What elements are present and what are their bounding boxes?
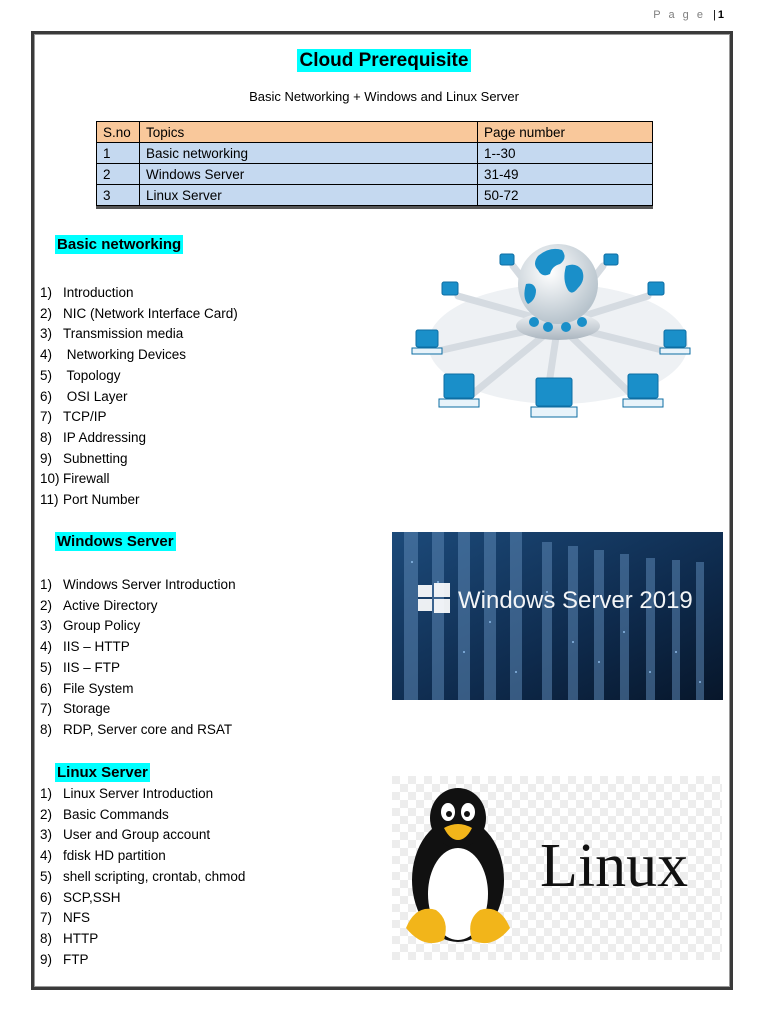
item-text: Topology xyxy=(63,367,121,383)
item-text: TCP/IP xyxy=(63,409,107,425)
item-number: 6) xyxy=(40,388,53,404)
header-page-number: Page number xyxy=(478,122,653,143)
item-text: Linux Server Introduction xyxy=(63,786,214,801)
section-heading-linux xyxy=(55,764,150,781)
item-number: 9) xyxy=(40,450,53,466)
item-number: 1) xyxy=(40,577,53,592)
item-number: 2) xyxy=(40,806,53,822)
item-number: 1) xyxy=(40,285,53,300)
header-topics: Topics xyxy=(140,122,478,143)
list-item xyxy=(40,825,245,846)
item-text: IP Addressing xyxy=(63,429,147,445)
item-text: fdisk HD partition xyxy=(63,848,166,864)
list-item xyxy=(40,867,245,888)
table-row xyxy=(97,164,653,185)
item-text: FTP xyxy=(63,951,89,967)
cell-pages: 31-49 xyxy=(478,164,653,185)
page-number-value: 1 xyxy=(717,9,724,21)
linux-logo-text: Linux xyxy=(540,832,689,900)
item-number: 1) xyxy=(40,786,53,801)
item-text: HTTP xyxy=(63,930,99,946)
item-text: Port Number xyxy=(63,492,140,508)
heading-text: Basic networking xyxy=(57,236,182,253)
cell-sno: 2 xyxy=(97,164,140,185)
table-row xyxy=(97,185,653,206)
list-item xyxy=(40,428,238,449)
page-label: P a g e xyxy=(653,9,706,21)
item-number: 9) xyxy=(40,951,53,967)
item-number: 2) xyxy=(40,305,53,321)
linux-logo-image xyxy=(392,776,722,960)
windows-server-banner xyxy=(392,532,723,700)
list-item xyxy=(40,805,245,826)
item-text: Transmission media xyxy=(63,326,184,342)
list-item xyxy=(40,366,238,387)
item-text: IIS – FTP xyxy=(63,659,121,675)
network-illustration xyxy=(398,226,710,454)
item-number: 5) xyxy=(40,367,53,383)
list-item xyxy=(40,449,238,470)
cell-pages: 1--30 xyxy=(478,143,653,164)
item-text: NIC (Network Interface Card) xyxy=(63,305,238,321)
document-subtitle: Basic Networking + Windows and Linux Server xyxy=(249,89,519,104)
item-number: 2) xyxy=(40,597,53,613)
item-text: Firewall xyxy=(63,471,110,487)
item-number: 5) xyxy=(40,868,53,884)
item-number: 4) xyxy=(40,639,53,655)
list-item xyxy=(40,720,236,741)
list-item xyxy=(40,888,245,909)
page-separator: | xyxy=(713,9,716,21)
list-item xyxy=(40,929,245,950)
cell-sno: 1 xyxy=(97,143,140,164)
item-text: File System xyxy=(63,680,134,696)
list-item xyxy=(40,345,238,366)
item-number: 7) xyxy=(40,409,53,425)
item-text: Basic Commands xyxy=(63,806,169,822)
item-text: Introduction xyxy=(63,285,134,300)
linux-topic-list xyxy=(40,784,245,970)
page-number xyxy=(653,9,724,21)
list-item xyxy=(40,658,236,679)
item-text: Storage xyxy=(63,701,111,717)
table-header-row xyxy=(97,122,653,143)
item-number: 8) xyxy=(40,429,53,445)
title-text: Cloud Prerequisite xyxy=(297,49,472,72)
windows-topic-list xyxy=(40,575,236,741)
list-item xyxy=(40,283,238,304)
cell-sno: 3 xyxy=(97,185,140,206)
item-text: User and Group account xyxy=(63,827,211,843)
item-number: 3) xyxy=(40,326,53,342)
heading-text: Linux Server xyxy=(57,764,148,781)
item-text: SCP,SSH xyxy=(63,889,121,905)
item-text: Subnetting xyxy=(63,450,128,466)
table-row xyxy=(97,143,653,164)
section-heading-networking xyxy=(55,236,183,253)
item-number: 5) xyxy=(40,659,53,675)
item-number: 10) xyxy=(40,471,60,487)
list-item xyxy=(40,846,245,867)
cell-pages: 50-72 xyxy=(478,185,653,206)
list-item xyxy=(40,490,238,511)
list-item xyxy=(40,637,236,658)
cell-topic: Basic networking xyxy=(140,143,478,164)
contents-table xyxy=(96,121,653,206)
document-title xyxy=(0,50,768,72)
item-text: OSI Layer xyxy=(63,388,128,404)
list-item xyxy=(40,699,236,720)
item-text: Windows Server Introduction xyxy=(63,577,236,592)
item-number: 6) xyxy=(40,889,53,905)
cell-topic: Linux Server xyxy=(140,185,478,206)
list-item xyxy=(40,575,236,596)
item-number: 11) xyxy=(40,492,59,508)
list-item xyxy=(40,616,236,637)
list-item xyxy=(40,387,238,408)
item-text: RDP, Server core and RSAT xyxy=(63,721,233,737)
windows-banner-text: Windows Server 2019 xyxy=(458,587,693,614)
item-number: 7) xyxy=(40,701,53,717)
item-text: NFS xyxy=(63,910,90,926)
item-number: 6) xyxy=(40,680,53,696)
section-heading-windows xyxy=(55,533,176,550)
item-text: Group Policy xyxy=(63,618,141,634)
item-number: 7) xyxy=(40,910,53,926)
list-item xyxy=(40,679,236,700)
item-text: Active Directory xyxy=(63,597,158,613)
list-item xyxy=(40,407,238,428)
item-number: 4) xyxy=(40,347,53,363)
item-text: shell scripting, crontab, chmod xyxy=(63,868,246,884)
heading-text: Windows Server xyxy=(57,533,174,550)
item-text: IIS – HTTP xyxy=(63,639,130,655)
list-item xyxy=(40,908,245,929)
list-item xyxy=(40,469,238,490)
item-number: 3) xyxy=(40,618,53,634)
cell-topic: Windows Server xyxy=(140,164,478,185)
item-number: 3) xyxy=(40,827,53,843)
list-item xyxy=(40,304,238,325)
list-item xyxy=(40,596,236,617)
list-item xyxy=(40,950,245,971)
item-text: Networking Devices xyxy=(63,347,187,363)
list-item xyxy=(40,784,245,805)
networking-topic-list xyxy=(40,283,238,511)
item-number: 8) xyxy=(40,721,53,737)
item-number: 8) xyxy=(40,930,53,946)
list-item xyxy=(40,324,238,345)
header-sno: S.no xyxy=(97,122,140,143)
item-number: 4) xyxy=(40,848,53,864)
